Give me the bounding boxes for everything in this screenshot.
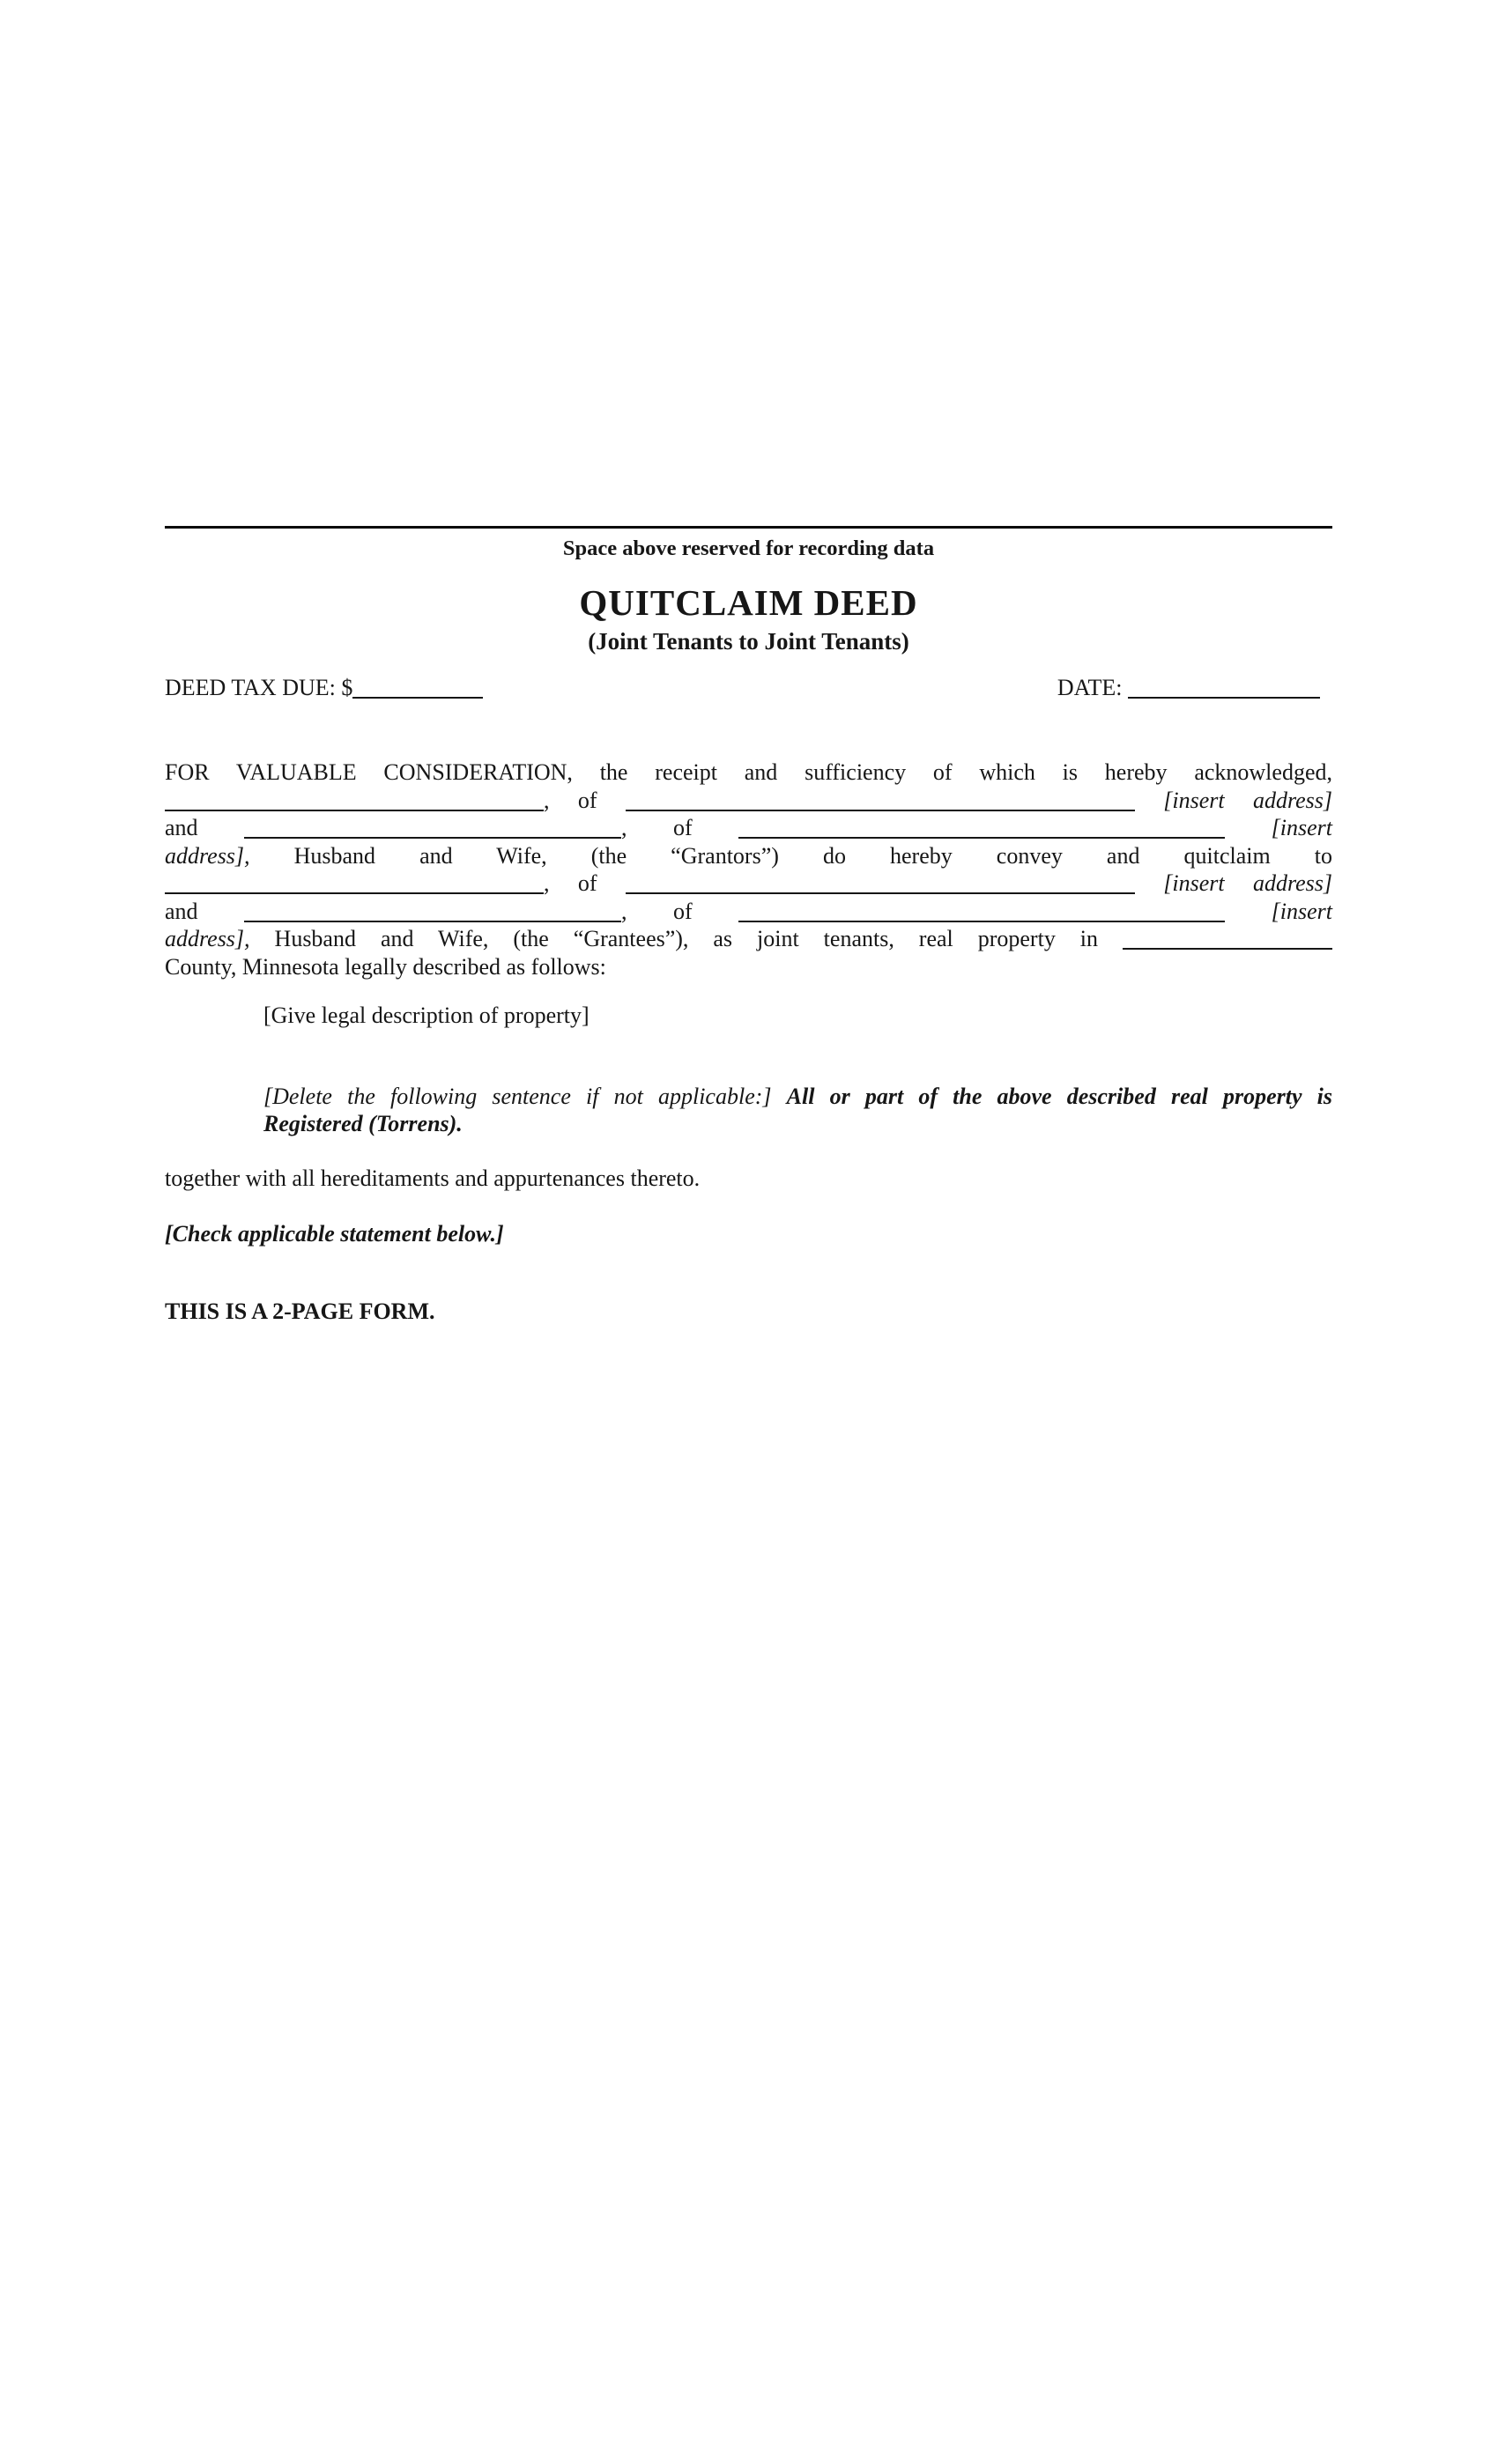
grantee1-line	[165, 869, 1332, 898]
text-segment	[1135, 788, 1163, 813]
grantor2-line	[165, 814, 1332, 842]
grantor2-name-blank	[244, 819, 621, 839]
deed-paragraph	[165, 758, 1332, 980]
text-segment	[1135, 870, 1163, 896]
text-segment: address],	[165, 842, 250, 869]
text-segment: [Delete the following sentence if not applicable:]	[263, 1083, 772, 1109]
grantee2-name-blank	[244, 903, 621, 922]
deed-tax-label: DEED TAX DUE: $	[165, 675, 353, 700]
grantee1-name-blank	[165, 875, 544, 894]
text-segment: and	[165, 898, 245, 924]
deed-tax-group	[165, 675, 483, 701]
text-segment: , of	[621, 815, 739, 840]
torrens-note	[165, 1083, 1332, 1138]
text-segment	[772, 1084, 787, 1109]
grantor1-name-blank	[165, 792, 544, 811]
grantee1-address-blank	[626, 875, 1135, 894]
grantors-clause-line	[165, 842, 1332, 870]
text-segment: All or part of the above described real property is	[786, 1083, 1333, 1109]
date-label: DATE:	[1057, 675, 1123, 700]
appurtenances-clause: together with all hereditaments and appurtenances thereto.	[165, 1165, 701, 1191]
consideration-line	[165, 758, 1332, 787]
grantor1-address-blank	[626, 792, 1135, 811]
page-count-note: THIS IS A 2-PAGE FORM.	[165, 1298, 435, 1324]
grantees-clause-line	[165, 925, 1332, 953]
text-segment: FOR VALUABLE CONSIDERATION, the receipt and sufficiency of which is hereby acknowledged,	[165, 759, 1332, 785]
grantee2-line	[165, 898, 1332, 926]
recording-caption: Space above reserved for recording data	[562, 536, 935, 560]
text-segment: , of	[621, 898, 739, 924]
text-segment: [insert	[1271, 815, 1332, 840]
text-segment: , of	[544, 870, 626, 896]
deed-tax-amount-blank	[352, 679, 483, 699]
text-segment: County, Minnesota legally described as follows:	[165, 953, 606, 980]
text-segment: [insert address]	[1163, 787, 1332, 813]
torrens-note-line2: Registered (Torrens).	[263, 1111, 463, 1136]
county-blank	[1123, 930, 1332, 950]
text-segment: address],	[165, 926, 250, 951]
date-blank	[1128, 679, 1320, 699]
page-subtitle: (Joint Tenants to Joint Tenants)	[588, 628, 909, 655]
deed-tax-row	[165, 675, 1332, 701]
deed-form-page	[0, 526, 1498, 2464]
text-segment	[1225, 815, 1271, 840]
text-segment: Husband and Wife, (the “Grantees”), as joint tenants, real property in	[249, 926, 1123, 951]
recording-area-divider	[165, 526, 1332, 529]
grantor1-line	[165, 787, 1332, 815]
torrens-note-line1	[263, 1083, 1332, 1111]
text-segment: [insert	[1271, 898, 1332, 924]
check-applicable-note: [Check applicable statement below.]	[165, 1221, 504, 1247]
text-segment: Husband and Wife, (the “Grantors”) do hereby convey and quitclaim to	[249, 842, 1332, 869]
grantee2-address-blank	[738, 903, 1225, 922]
text-segment	[1225, 899, 1271, 924]
page-title: QUITCLAIM DEED	[579, 582, 918, 623]
date-group	[1057, 675, 1320, 701]
grantor2-address-blank	[738, 819, 1225, 839]
county-line	[165, 953, 1332, 981]
text-segment: and	[165, 815, 245, 840]
text-segment: , of	[544, 787, 626, 813]
legal-description-note: [Give legal description of property]	[263, 1003, 590, 1028]
text-segment: [insert address]	[1163, 870, 1332, 896]
